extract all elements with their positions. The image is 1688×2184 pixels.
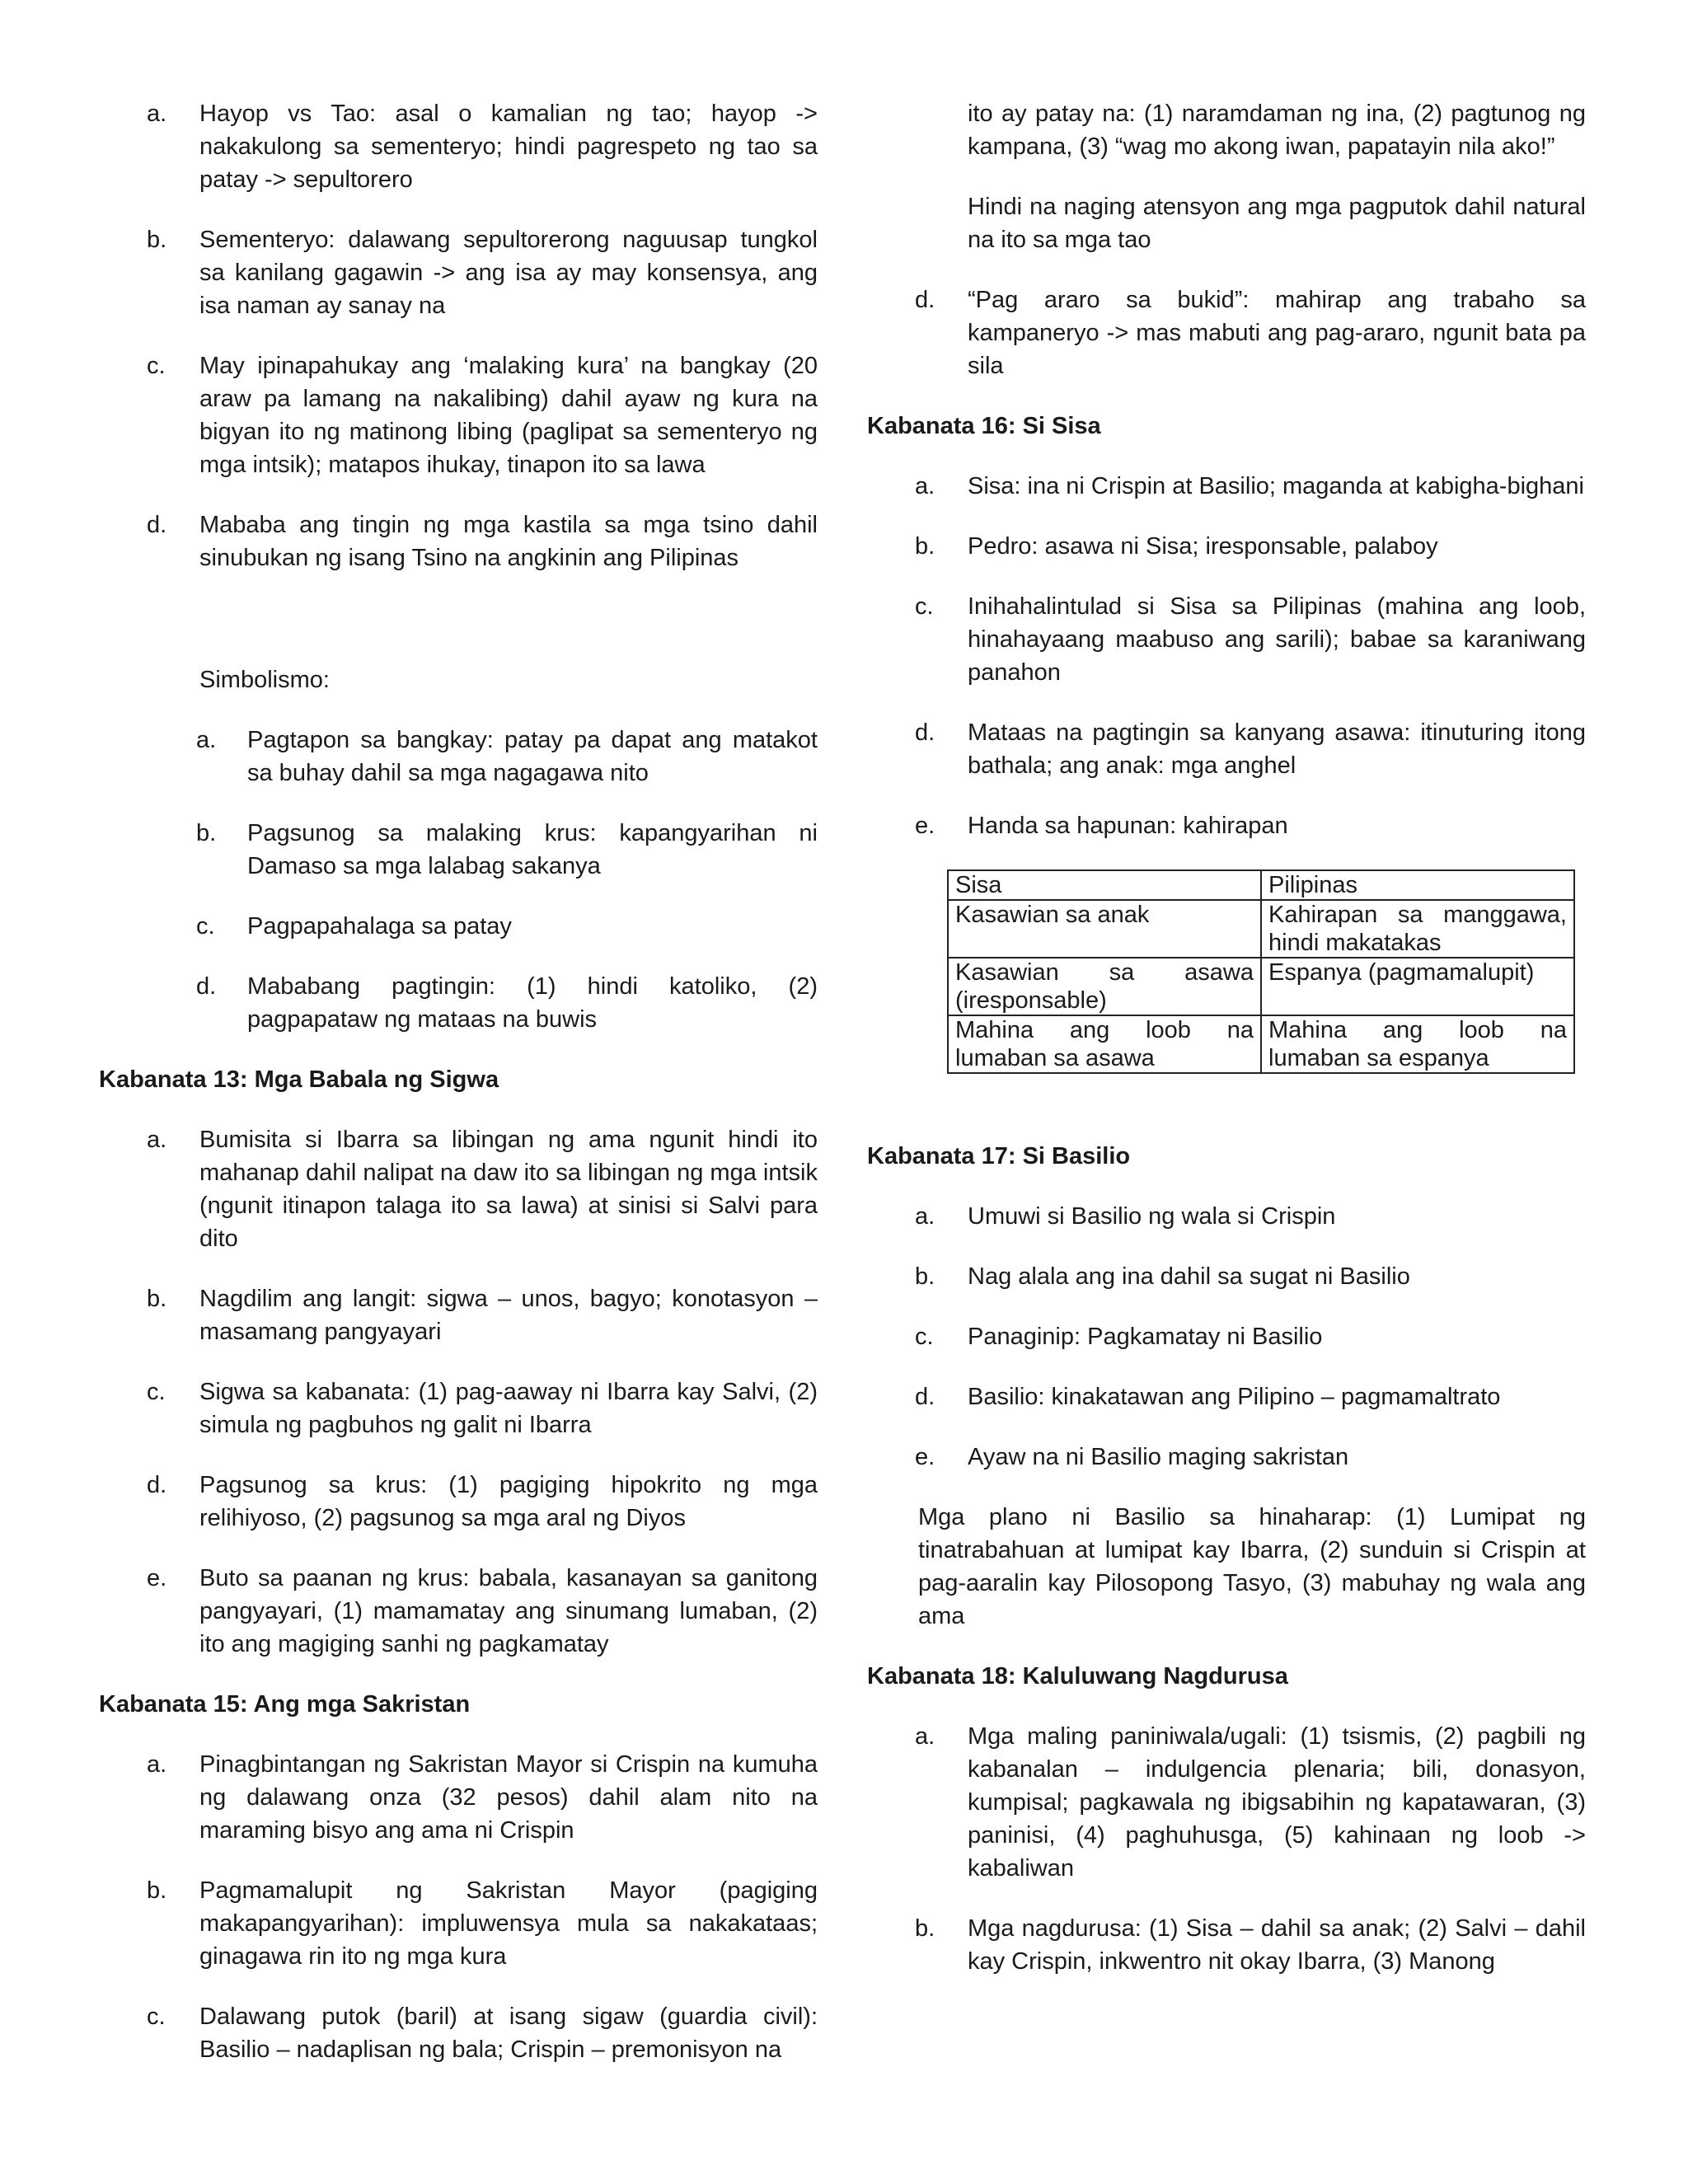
- list-marker: d.: [915, 1384, 935, 1410]
- list-text: Nag alala ang ina dahil sa sugat ni Basilio: [968, 1263, 1410, 1290]
- list-item: [867, 284, 1586, 382]
- list-text: Pagsunog sa malaking krus: kapangyarihan ni Damaso sa mga lalabag sakanya: [247, 820, 818, 879]
- table-row: [948, 900, 1574, 958]
- right-column: [867, 97, 1586, 2005]
- list-marker: d.: [915, 719, 935, 746]
- list-text: Mataas na pagtingin sa kanyang asawa: itinuturing itong bathala; ang anak: mga anghel: [968, 719, 1586, 779]
- list-marker: d.: [196, 973, 217, 1000]
- list-marker: a.: [915, 1723, 935, 1750]
- list-items-a: [99, 97, 818, 574]
- list-item: [867, 809, 1586, 842]
- list-item: [99, 1123, 818, 1255]
- list-text: Pagmamalupit ng Sakristan Mayor (pagiging makapangyarihan): impluwensya mula sa nakakataas; ginagawa rin ito ng mga kura: [199, 1877, 818, 1970]
- list-item: [148, 910, 818, 943]
- list-text: Pedro: asawa ni Sisa; iresponsable, palaboy: [968, 533, 1438, 560]
- list-text: Sigwa sa kabanata: (1) pag-aaway ni Ibarra kay Salvi, (2) simula ng pagbuhos ng galit ni Ibarra: [199, 1379, 818, 1438]
- list-item: [867, 1260, 1586, 1293]
- table-row: [948, 1015, 1574, 1073]
- list-item: [99, 2000, 818, 2066]
- simbolismo-label: Simbolismo:: [199, 667, 330, 693]
- table-cell: Sisa: [948, 870, 1261, 900]
- list-marker: a.: [915, 473, 935, 499]
- list-text: Buto sa paanan ng krus: babala, kasanayan sa ganitong pangyayari, (1) mamamatay ang sinumang lumaban, (2) ito ang magiging sanhi ng pagkamatay: [199, 1565, 818, 1657]
- list-item: [148, 724, 818, 790]
- list-marker: c.: [915, 593, 934, 620]
- list-marker: d.: [147, 512, 167, 538]
- list-text: Pagtapon sa bangkay: patay pa dapat ang matakot sa buhay dahil sa mga nagagawa nito: [247, 727, 818, 786]
- list-item: [99, 97, 818, 196]
- k16-list: [867, 470, 1586, 842]
- list-marker: c.: [915, 1324, 934, 1350]
- list-item: [867, 590, 1586, 689]
- list-marker: b.: [147, 227, 167, 253]
- list-text: Pagpapahalaga sa patay: [247, 913, 512, 940]
- list-marker: a.: [196, 727, 217, 753]
- list-text: Umuwi si Basilio ng wala si Crispin: [968, 1203, 1336, 1230]
- comparison-table: [947, 869, 1575, 1074]
- list-text: Handa sa hapunan: kahirapan: [968, 813, 1288, 839]
- table-cell: Kasawian sa asawa (iresponsable): [948, 958, 1261, 1015]
- list-item: [867, 530, 1586, 563]
- list-marker: c.: [147, 1379, 166, 1405]
- simbolismo-list: [99, 724, 818, 1036]
- list-marker: a.: [147, 101, 167, 127]
- table-cell: Mahina ang loob na lumaban sa asawa: [948, 1015, 1261, 1073]
- table-cell: Kasawian sa anak: [948, 900, 1261, 958]
- list-item: [99, 349, 818, 481]
- table-row: [948, 958, 1574, 1015]
- section-heading-k18: Kabanata 18: Kaluluwang Nagdurusa: [867, 1663, 1288, 1690]
- list-text: Basilio: kinakatawan ang Pilipino – pagmamaltrato: [968, 1384, 1501, 1410]
- list-marker: a.: [147, 1127, 167, 1153]
- list-text: Nagdilim ang langit: sigwa – unos, bagyo; konotasyon – masamang pangyayari: [199, 1286, 818, 1345]
- list-item: [867, 1912, 1586, 1978]
- list-text: Ayaw na ni Basilio maging sakristan: [968, 1444, 1349, 1470]
- list-item: [99, 1874, 818, 1973]
- list-text: Bumisita si Ibarra sa libingan ng ama ngunit hindi ito mahanap dahil nalipat na daw ito sa libingan ng mga intsik (ngunit itinapon talaga ito sa lawa) at sinisi si Salvi para dito: [199, 1127, 818, 1252]
- table-cell: Pilipinas: [1261, 870, 1574, 900]
- section-heading-k16: Kabanata 16: Si Sisa: [867, 413, 1101, 439]
- list-marker: d.: [147, 1472, 167, 1498]
- list-marker: e.: [147, 1565, 167, 1591]
- continued-text: ito ay patay na: (1) naramdaman ng ina, (2) pagtunog ng kampana, (3) “wag mo akong iwan, papatayin nila ako!”: [968, 101, 1586, 160]
- list-text: Panaginip: Pagkamatay ni Basilio: [968, 1324, 1323, 1350]
- list-text: Inihahalintulad si Sisa sa Pilipinas (mahina ang loob, hinahayaang maabuso ang sarili); babae sa karaniwang panahon: [968, 593, 1586, 686]
- table-cell: Mahina ang loob na lumaban sa espanya: [1261, 1015, 1574, 1073]
- list-marker: c.: [147, 353, 166, 379]
- list-marker: a.: [915, 1203, 935, 1230]
- list-text: Sementeryo: dalawang sepultorerong naguusap tungkol sa kanilang gagawin -> ang isa ay may konsensya, ang isa naman ay sanay na: [199, 227, 818, 319]
- list-marker: e.: [915, 1444, 935, 1470]
- list-marker: b.: [196, 820, 217, 846]
- k13-list: [99, 1123, 818, 1661]
- list-item: [867, 1380, 1586, 1413]
- k15-list: [99, 1748, 818, 2066]
- k17-list: [867, 1200, 1586, 1474]
- list-marker: c.: [147, 2004, 166, 2030]
- list-text: Mababa ang tingin ng mga kastila sa mga tsino dahil sinubukan ng isang Tsino na angkinin ang Pilipinas: [199, 512, 818, 571]
- table-cell: Espanya (pagmamalupit): [1261, 958, 1574, 1015]
- list-item: [867, 1320, 1586, 1353]
- list-item: [148, 817, 818, 883]
- list-text: May ipinapahukay ang ‘malaking kura’ na bangkay (20 araw pa lamang na nakalibing) dahil ayaw ng kura na bigyan ito ng matinong libing (paglipat sa sementeryo ng mga intsik); matapos ihukay, tinapon ito sa lawa: [199, 353, 818, 478]
- list-marker: b.: [915, 1263, 935, 1290]
- list-item: [99, 1282, 818, 1348]
- k18-list: [867, 1720, 1586, 1978]
- list-text: Mababang pagtingin: (1) hindi katoliko, (2) pagpapataw ng mataas na buwis: [247, 973, 818, 1033]
- list-text: Pagsunog sa krus: (1) pagiging hipokrito ng mga relihiyoso, (2) pagsunog sa mga aral ng Diyos: [199, 1472, 818, 1531]
- list-marker: b.: [147, 1877, 167, 1904]
- list-item: [99, 1376, 818, 1441]
- section-heading-k17: Kabanata 17: Si Basilio: [867, 1143, 1131, 1169]
- list-item: [867, 470, 1586, 503]
- list-marker: c.: [196, 913, 215, 940]
- table-row: [948, 870, 1574, 900]
- list-item: [148, 970, 818, 1036]
- list-text: Mga maling paniniwala/ugali: (1) tsismis, (2) pagbili ng kabanalan – indulgencia plenaria; bili, donasyon, kumpisal; pagkawala ng ibigsabihin ng kapatawaran, (3) paninisi, (4) paghuhusga, (5) kahinaan ng loob -> kabaliwan: [968, 1723, 1586, 1882]
- list-text: Hayop vs Tao: asal o kamalian ng tao; hayop -> nakakulong sa sementeryo; hindi pagrespeto ng tao sa patay -> sepultorero: [199, 101, 818, 193]
- list-item: [867, 716, 1586, 782]
- list-marker: e.: [915, 813, 935, 839]
- list-marker: b.: [915, 1915, 935, 1942]
- list-marker: d.: [915, 287, 935, 313]
- list-text: Sisa: ina ni Crispin at Basilio; maganda at kabigha-bighani: [968, 473, 1584, 499]
- list-item: [867, 1200, 1586, 1233]
- list-item: [99, 1562, 818, 1661]
- list-marker: a.: [147, 1751, 167, 1778]
- list-text: Dalawang putok (baril) at isang sigaw (guardia civil): Basilio – nadaplisan ng bala; Crispin – premonisyon na: [199, 2004, 818, 2063]
- section-heading-k13: Kabanata 13: Mga Babala ng Sigwa: [99, 1066, 499, 1093]
- list-item: [867, 1720, 1586, 1885]
- k17-paragraph: Mga plano ni Basilio sa hinaharap: (1) Lumipat ng tinatrabahuan at lumipat kay Ibarra, (2) sunduin si Crispin at pag-aaralin kay Pilosopong Tasyo, (3) mabuhay ng wala ang ama: [918, 1504, 1586, 1629]
- left-column: [99, 97, 818, 2093]
- list-item: [99, 1748, 818, 1847]
- list-item: [99, 509, 818, 574]
- list-marker: b.: [915, 533, 935, 560]
- table-cell: Kahirapan sa manggawa, hindi makatakas: [1261, 900, 1574, 958]
- list-text: Pinagbintangan ng Sakristan Mayor si Crispin na kumuha ng dalawang onza (32 pesos) dahil alam nito na maraming bisyo ang ama ni Crispin: [199, 1751, 818, 1844]
- list-text: “Pag araro sa bukid”: mahirap ang trabaho sa kampaneryo -> mas mabuti ang pag-araro, ngunit bata pa sila: [968, 287, 1586, 379]
- section-heading-k15: Kabanata 15: Ang mga Sakristan: [99, 1691, 471, 1718]
- list-item: [99, 1469, 818, 1535]
- list-item: [867, 1441, 1586, 1474]
- list-text: Mga nagdurusa: (1) Sisa – dahil sa anak; (2) Salvi – dahil kay Crispin, inkwentro nit okay Ibarra, (3) Manong: [968, 1915, 1586, 1975]
- list-item: [99, 223, 818, 322]
- list-marker: b.: [147, 1286, 167, 1312]
- continued-text-2: Hindi na naging atensyon ang mga pagputok dahil natural na ito sa mga tao: [968, 194, 1586, 253]
